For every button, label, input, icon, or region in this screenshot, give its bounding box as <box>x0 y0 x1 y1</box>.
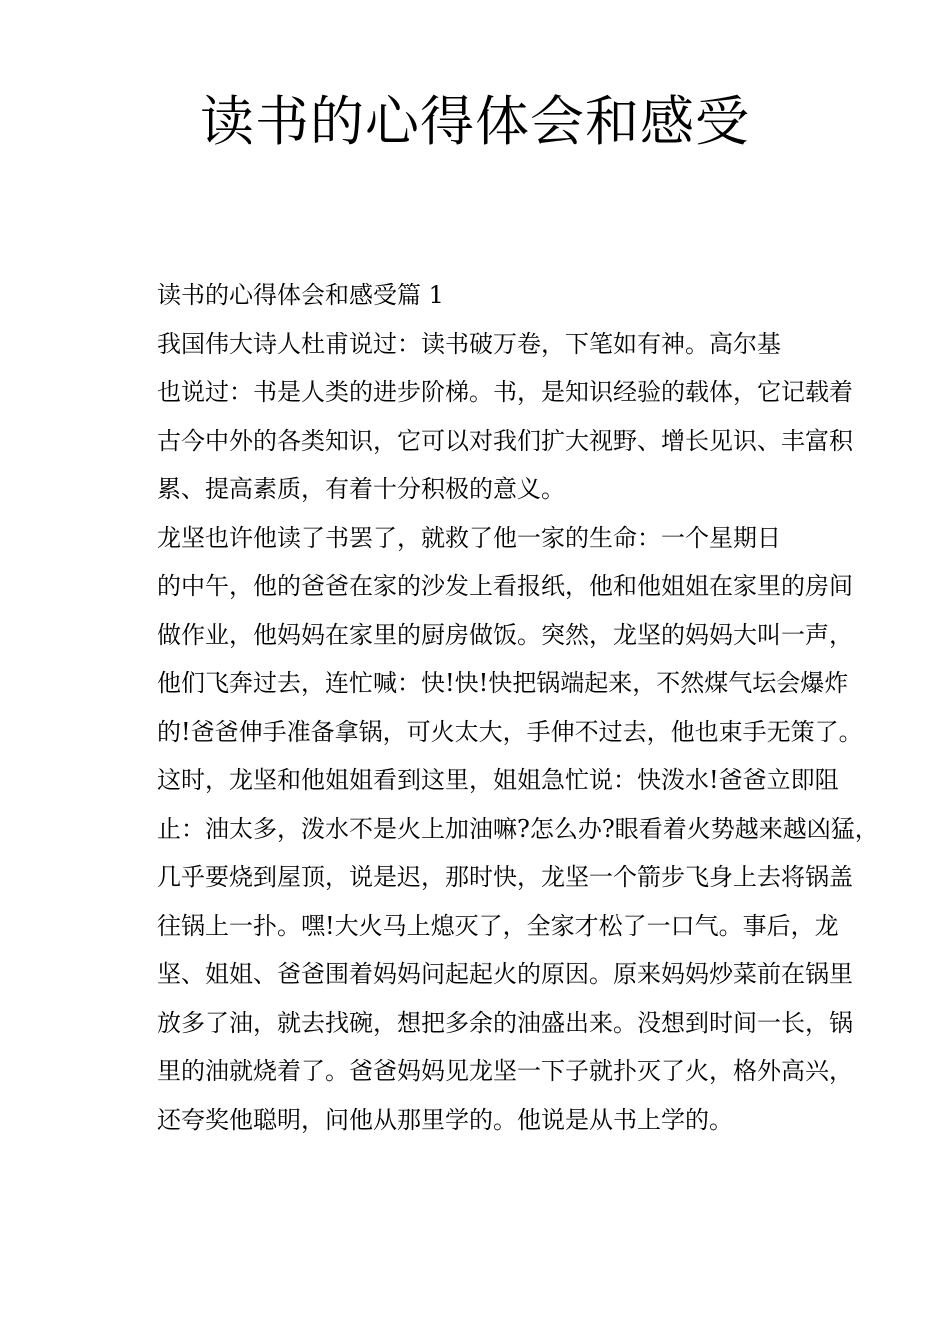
text-line: 坚、姐姐、爸爸围着妈妈问起起火的原因。原来妈妈炒菜前在锅里 <box>157 960 853 988</box>
text-line: 里的油就烧着了。爸爸妈妈见龙坚一下子就扑灭了火，格外高兴， <box>157 1057 853 1085</box>
text-line: 他们飞奔过去，连忙喊：快!快!快把锅端起来，不然煤气坛会爆炸 <box>157 669 849 697</box>
document-title: 读书的心得体会和感受 <box>200 90 750 153</box>
text-line: 我国伟大诗人杜甫说过：读书破万卷，下笔如有神。高尔基 <box>157 329 781 358</box>
text-line: 龙坚也许他读了书罢了，就救了他一家的生命：一个星期日 <box>157 523 781 552</box>
text-line: 累、提高素质，有着十分积极的意义。 <box>157 475 565 503</box>
document-body <box>107 271 879 1144</box>
paragraph-2 <box>107 514 879 1145</box>
text-line: 还夸奖他聪明，问他从那里学的。他说是从书上学的。 <box>157 1105 733 1134</box>
text-line: 止：油太多，泼水不是火上加油嘛?怎么办?眼看着火势越来越凶猛， <box>157 814 879 843</box>
text-line: 的中午，他的爸爸在家的沙发上看报纸，他和他姐姐在家里的房间 <box>157 572 853 600</box>
section-heading: 读书的心得体会和感受篇 1 <box>157 281 444 309</box>
text-line: 往锅上一扑。嘿!大火马上熄灭了，全家才松了一口气。事后，龙 <box>157 911 839 940</box>
text-line: 放多了油，就去找碗，想把多余的油盛出来。没想到时间一长，锅 <box>157 1008 853 1037</box>
text-line: 几乎要烧到屋顶，说是迟，那时快，龙坚一个箭步飞身上去将锅盖 <box>157 863 853 891</box>
text-line: 做作业，他妈妈在家里的厨房做饭。突然，龙坚的妈妈大叫一声， <box>157 620 853 649</box>
text-line: 的!爸爸伸手准备拿锅，可火太大，手伸不过去，他也束手无策了。 <box>157 717 863 746</box>
paragraph-1 <box>107 320 852 514</box>
text-line: 这时，龙坚和他姐姐看到这里，姐姐急忙说：快泼水!爸爸立即阻 <box>157 766 839 794</box>
text-line: 也说过：书是人类的进步阶梯。书，是知识经验的载体，它记载着 <box>157 378 853 406</box>
text-line: 古今中外的各类知识，它可以对我们扩大视野、增长见识、丰富积 <box>157 426 853 455</box>
